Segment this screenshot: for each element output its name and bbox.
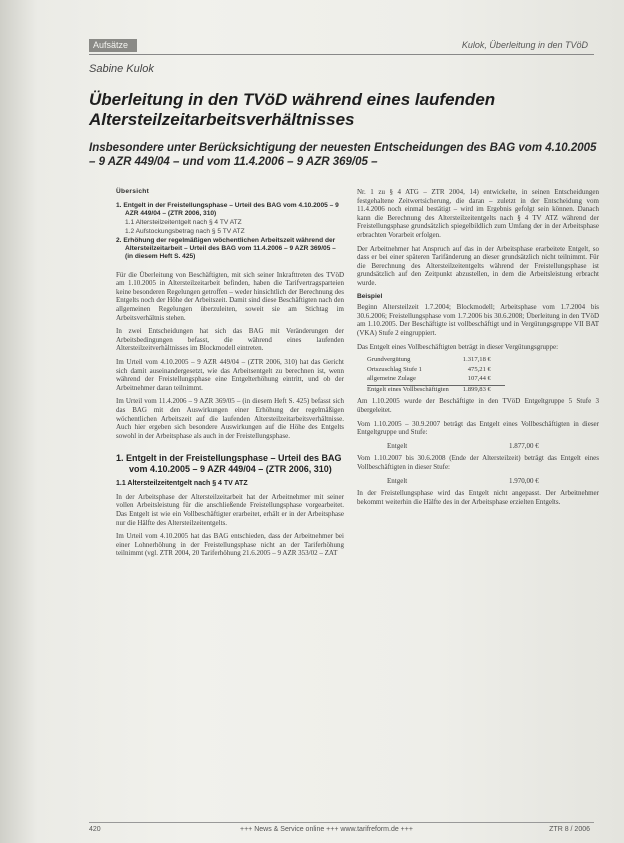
table-row [367,366,505,376]
left-column [116,188,344,563]
toc-list [116,202,344,261]
toc-item: 2. Erhöhung der regelmäßigen wöchentlichen Arbeitszeit während der Altersteilzeitarbeit – Urteil des BAG vom 11.4.2006 – 9 AZR 369/05 – (in diesem Heft S. 425) [116,236,336,260]
table-cell-value: 1.317,18 € [462,356,491,364]
table-cell-label: allgemeine Zulage [367,375,416,383]
table-cell-label: Entgelt eines Vollbeschäftigten [367,385,463,395]
table-cell-label: Ortszuschlag Stufe 1 [367,365,422,373]
value-amount: 1.970,00 € [508,476,539,485]
footer-banner: +++ News & Service online +++ www.tarifreform.de +++ [240,826,413,833]
table-cell-label: Grundvergütung [367,356,411,364]
author-name: Sabine Kulok [89,63,154,75]
table-cell-value: 1.899,83 € [463,385,505,395]
value-amount: 1.877,00 € [508,441,539,450]
example-text: Am 1.10.2005 wurde der Beschäftigte in den TVöD Entgeltgruppe 5 Stufe 3 übergeleitet. [357,397,599,415]
example-label: Beispiel [357,292,383,300]
toc-subitem: 1.1 Altersteilzeitentgelt nach § 4 TV ATZ [125,218,242,226]
page-number: 420 [89,826,101,833]
journal-issue: ZTR 8 / 2006 [549,826,590,833]
value-line [387,442,599,451]
running-title: Kulok, Überleitung in den TVöD [461,40,588,50]
body-paragraph: Im Urteil vom 4.10.2005 hat das BAG entschieden, dass der Arbeitnehmer bei einer Lohnerhöhung in der Freistellungsphase nicht an der Tariferhöhung teilnimmt (vgl. ZTR 2004, 20 Tariferhöhung 21.6.2005 – 9 AZR 353/02 – ZAT [116,532,344,558]
table-row [367,375,505,385]
body-paragraph: Der Arbeitnehmer hat Anspruch auf das in der Arbeitsphase erarbeitete Entgelt, so dass er bei einer späteren Tarifänderung an dieser grundsätzlich nicht teilnimmt. Für die Berechnung des Altersteilzeitentgelts während der Freistellungsphase ist grundsätzlich auf den Zeitpunkt abzustellen, in dem die Arbeitsleistung erbracht wurde. [357,244,599,287]
body-paragraph: Nr. 1 zu § 4 ATG – ZTR 2004, 14) entwickelte, in seinen Entscheidungen festgehaltene Zeitwertsicherung, die daran – zuletzt in der Entscheidung vom 11.4.2006 noch einmal bestätigt – wird im Ergebnis gefolgt sein können. Danach kann die Berechnung des Altersteilzeitentgelts nach § 4 TV ATZ während der Freistellungsphase grundsätzlich spiegelbildlich zum Umfang der in der Arbeitsphase erbrachten Vorarbeit erfolgen. [357,188,599,239]
table-row-total [367,385,505,395]
article-title: Überleitung in den TVöD während eines laufenden Altersteilzeitarbeitsverhältnisses [89,90,496,129]
example-text: In der Freistellungsphase wird das Entgelt nicht angepasst. Der Arbeitnehmer bekommt weiterhin die Hälfte des in der Arbeitsphase erzielten Entgelts. [357,489,599,506]
value-label: Entgelt [387,441,408,450]
table-row [367,356,505,366]
example-text: Vom 1.10.2007 bis 30.6.2008 (Ende der Altersteilzeit) beträgt das Entgelt eines Vollbeschäftigten in dieser Stufe: [357,454,599,472]
table-cell-value: 107,44 € [467,375,491,383]
example-table-intro: Das Entgelt eines Vollbeschäftigten beträgt in dieser Vergütungsgruppe: [357,342,559,351]
value-line [387,477,599,486]
body-paragraph: Im Urteil vom 4.10.2005 – 9 AZR 449/04 – (ZTR 2006, 310) hat das Gericht sich damit auseinandergesetzt, wie das Arbeitsentgelt zu berechnen ist, wenn während der Freistellungsphase eine Entgelterhöhung eintritt, und ob der Arbeitnehmer daran teilnimmt. [116,357,344,392]
toc-heading: Übersicht [116,188,150,195]
subsection-heading: 1.1 Altersteilzeitentgelt nach § 4 TV ATZ [116,480,248,488]
body-paragraph: Für die Überleitung von Beschäftigten, mit sich seiner Inkrafttreten des TVöD am 1.10.2005 in Altersteilzeitarbeit befinden, haben die Tarifvertragsparteien keine besonderen Regelungen getroffen – weder hinsichtlich der Berechnung des Entgelts noch der Höhe der Arbeitszeit. Damit sind diese Beschäftigten nach den allgemeinen Regelungen überzuleiten, soweit sie am Stichtag im Arbeitsverhältnis stehen. [116,270,344,322]
value-label: Entgelt [387,476,408,485]
article-subtitle: Insbesondere unter Berücksichtigung der neuesten Entscheidungen des BAG vom 4.10.2005 – 9 AZR 449/04 – und vom 11.4.2006 – 9 AZR 369/05 – [89,142,597,168]
body-paragraph: Im Urteil vom 11.4.2006 – 9 AZR 369/05 – (in diesem Heft S. 425) befasst sich das BAG mit den Auswirkungen einer Erhöhung der regelmäßigen wöchentlichen Arbeitszeit auf die laufenden Altersteilzeitarbeitsverhältnisse. Auch hier ergeben sich besondere Auswirkungen auf die Höhe des Entgelts sowohl in der Arbeitsphase als auch in der Freistellungsphase. [116,397,344,440]
pay-table [367,356,505,395]
example-text: Vom 1.10.2005 – 30.9.2007 beträgt das Entgelt eines Vollbeschäftigten in dieser Entgeltgruppe und Stufe: [357,419,599,437]
footer-rule [89,822,594,823]
table-cell-value: 475,21 € [467,365,491,373]
right-column [357,188,599,511]
body-paragraph: In der Arbeitsphase der Altersteilzeitarbeit hat der Arbeitnehmer mit seiner vollen Arbeitsleistung für die anschließende Freistellungsphase vorgearbeitet. Das Entgelt ist wie ein Vollbeschäftigter erarbeitet, erhält er in der Arbeitsphase nur die Hälfte des Altersteilzeitentgelts. [116,492,344,527]
section-badge: Aufsätze [89,39,137,52]
example-text: Beginn Altersteilzeit 1.7.2004; Blockmodell; Arbeitsphase vom 1.7.2004 bis 30.6.2006; Freistellungsphase vom 1.7.2006 bis 30.6.2008; Überleitung in den TVöD am 1.10.2005. Der Beschäftigte ist vollbeschäftigt und in Vergütungsgruppe VII BAT (VKA) Stufe 2 eingruppiert. [357,303,599,337]
toc-subitem: 1.2 Aufstockungsbetrag nach § 5 TV ATZ [125,227,245,235]
body-paragraph: In zwei Entscheidungen hat sich das BAG mit Veränderungen der Arbeitsbedingungen befasst, die während eines laufenden Altersteilzeitverhältnisses im Blockmodell eintreten. [116,327,344,353]
toc-item: 1. Entgelt in der Freistellungsphase – Urteil des BAG vom 4.10.2005 – 9 AZR 449/04 – (ZTR 2006, 310) [116,201,339,217]
header-rule [89,54,594,55]
section-heading: 1. Entgelt in der Freistellungsphase – Urteil des BAG vom 4.10.2005 – 9 AZR 449/04 – (ZTR 2006, 310) [116,453,342,474]
